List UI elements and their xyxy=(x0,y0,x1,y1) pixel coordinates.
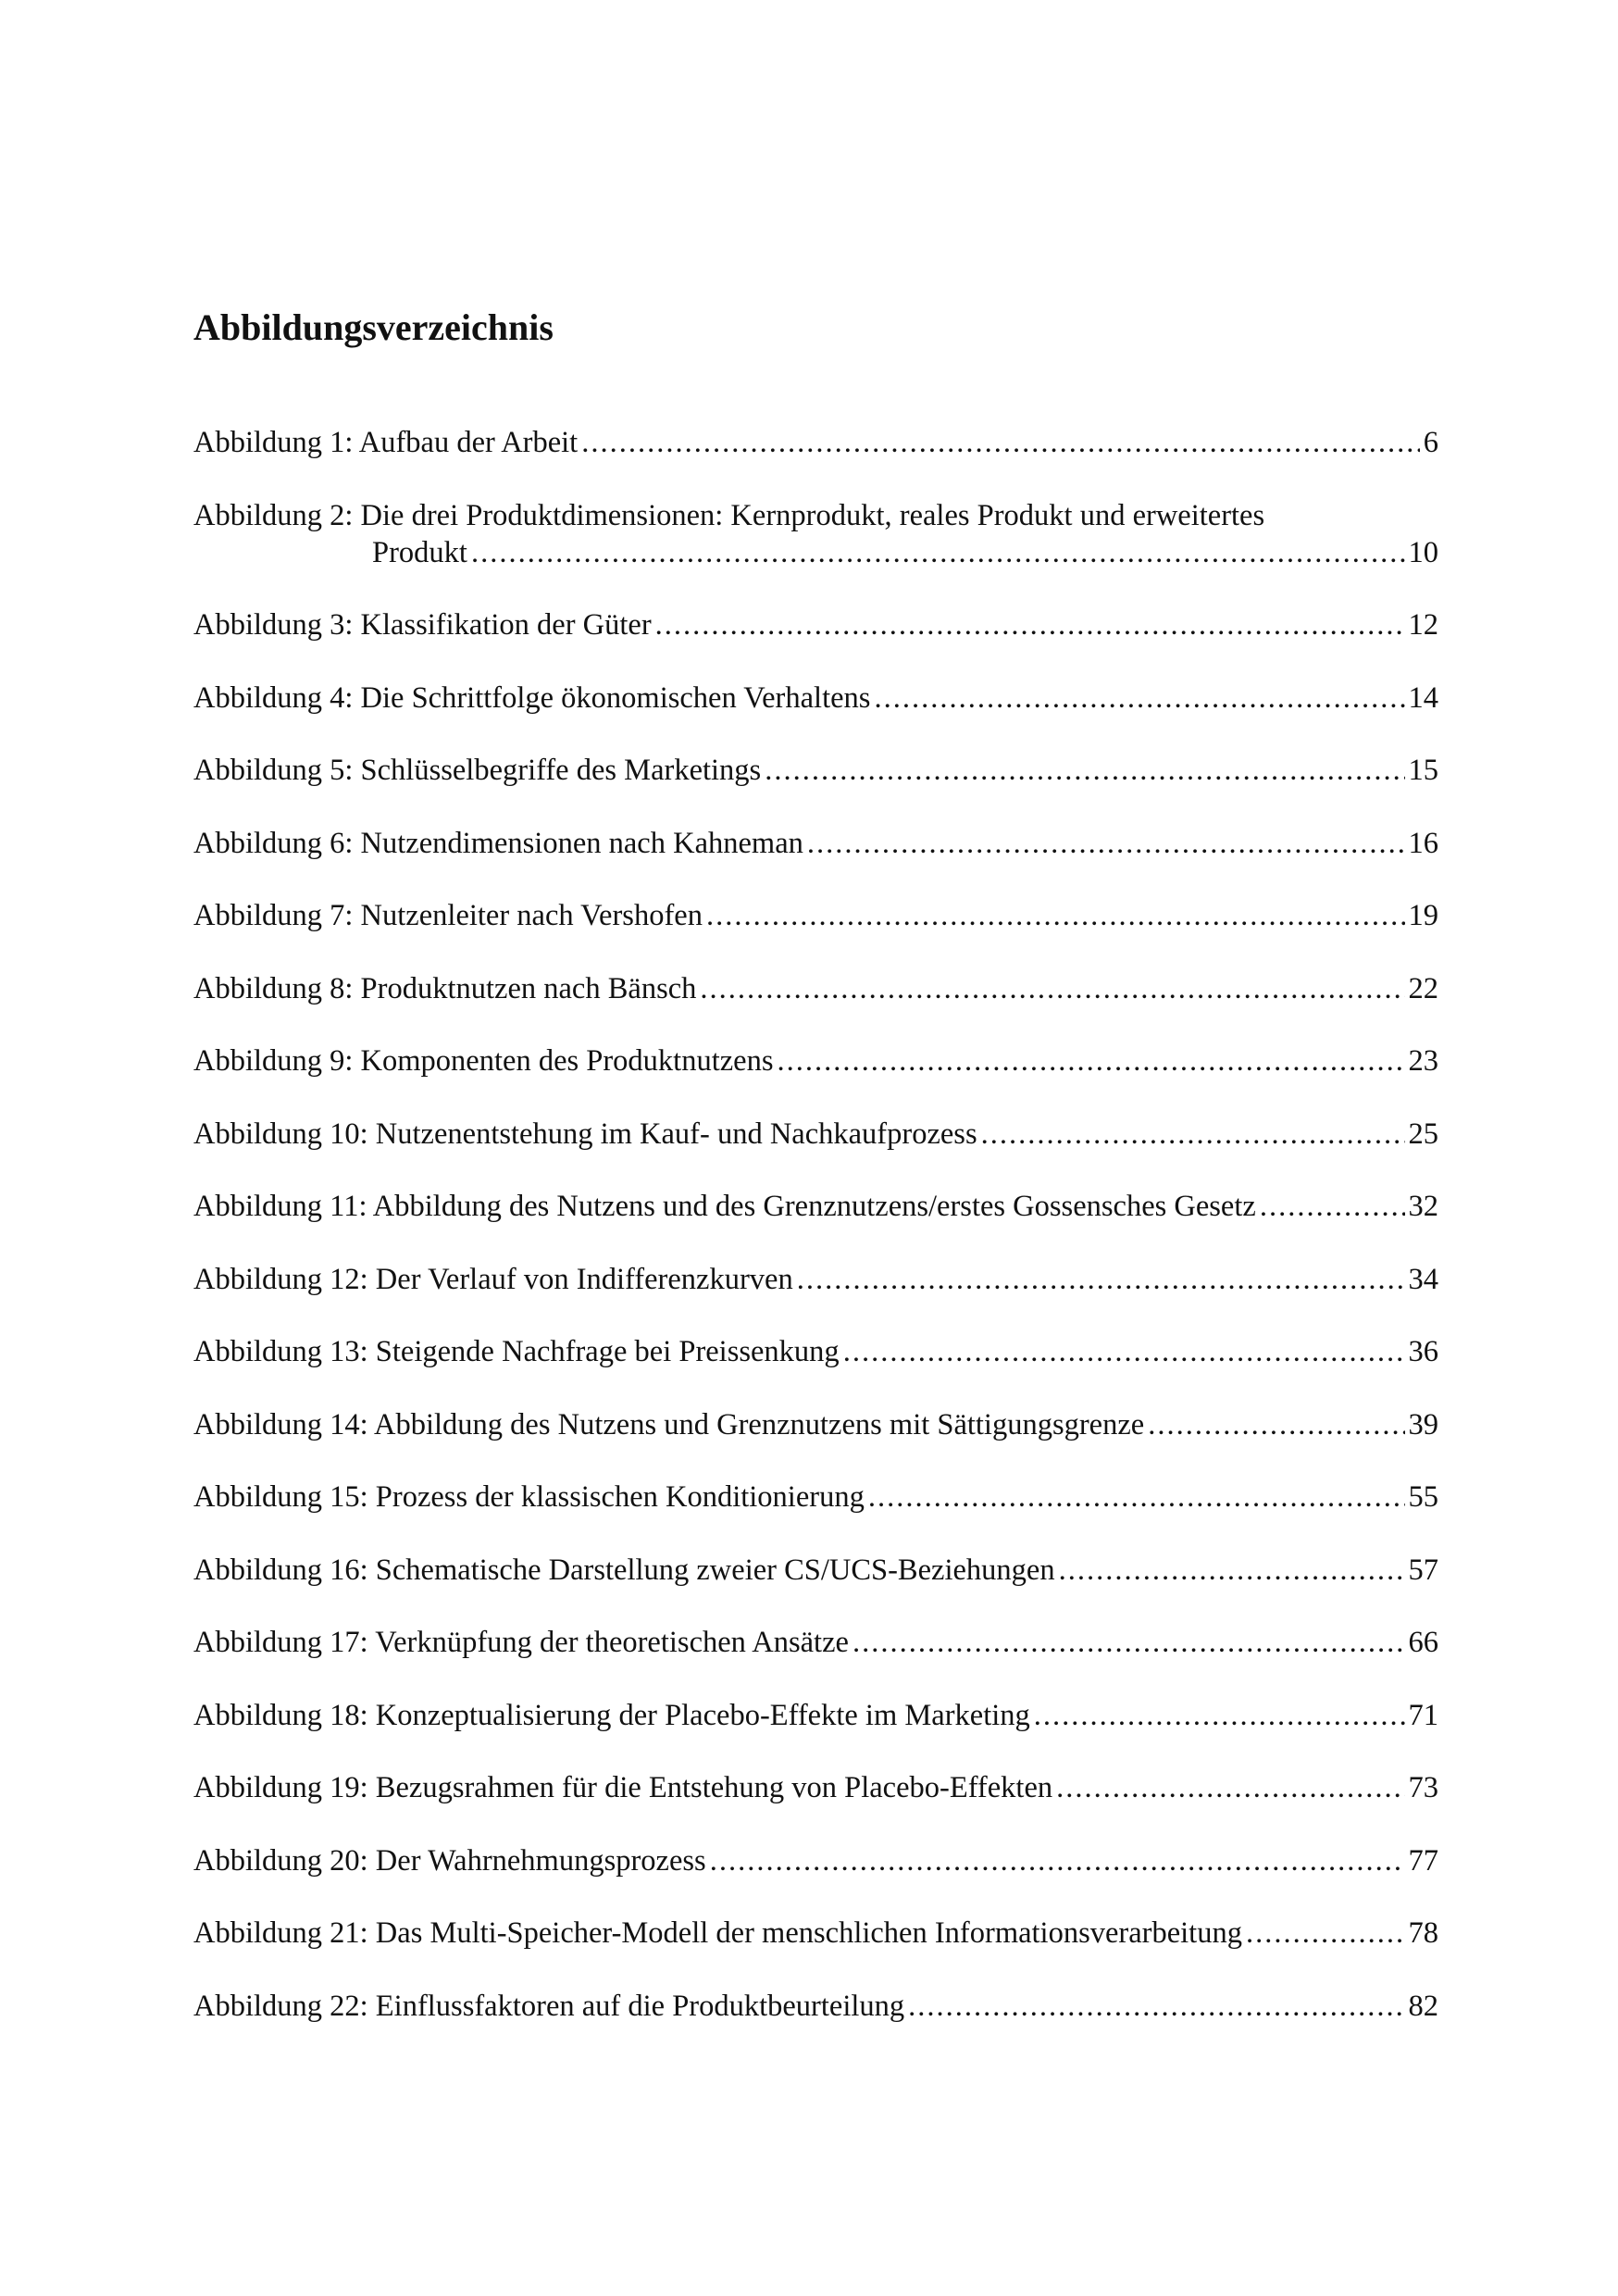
entry-label: Abbildung 2: Die drei Produktdimensionen: Kernprodukt, reales Produkt und erweitertes xyxy=(193,498,1265,532)
entry-label: Abbildung 12: Der Verlauf von Indifferenzkurven xyxy=(193,1262,793,1296)
toc-entry-5[interactable] xyxy=(193,752,1438,789)
entry-page-number: 10 xyxy=(1408,535,1438,569)
entry-page-number: 39 xyxy=(1408,1407,1438,1441)
entry-label: Abbildung 22: Einflussfaktoren auf die Produktbeurteilung xyxy=(193,1989,905,2023)
entry-page-number: 23 xyxy=(1408,1044,1438,1078)
entry-label: Abbildung 14: Abbildung des Nutzens und Grenznutzens mit Sättigungsgrenze xyxy=(193,1407,1145,1441)
dot-leader xyxy=(581,424,1420,461)
entry-label: Abbildung 10: Nutzenentstehung im Kauf- und Nachkaufprozess xyxy=(193,1117,977,1151)
toc-entry-16[interactable] xyxy=(193,1552,1438,1589)
entry-label: Abbildung 18: Konzeptualisierung der Placebo-Effekte im Marketing xyxy=(193,1698,1030,1732)
dot-leader xyxy=(797,1261,1405,1298)
toc-entry-1[interactable] xyxy=(193,424,1438,461)
toc-entry-21[interactable] xyxy=(193,1915,1438,1952)
entry-label: Abbildung 20: Der Wahrnehmungsprozess xyxy=(193,1843,706,1878)
entry-label: Abbildung 3: Klassifikation der Güter xyxy=(193,608,652,642)
toc-entry-10[interactable] xyxy=(193,1116,1438,1153)
toc-entry-20[interactable] xyxy=(193,1842,1438,1879)
entry-page-number: 19 xyxy=(1408,899,1438,932)
dot-leader xyxy=(1260,1188,1405,1225)
entry-page-number: 6 xyxy=(1423,426,1438,459)
entry-page-number: 32 xyxy=(1408,1190,1438,1223)
entry-page-number: 34 xyxy=(1408,1262,1438,1296)
toc-entry-8[interactable] xyxy=(193,970,1438,1007)
entry-page-number: 82 xyxy=(1408,1989,1438,2023)
entry-page-number: 16 xyxy=(1408,826,1438,860)
entry-page-number: 71 xyxy=(1408,1698,1438,1732)
entry-page-number: 15 xyxy=(1408,754,1438,787)
toc-entry-4[interactable] xyxy=(193,680,1438,717)
entry-label: Abbildung 1: Aufbau der Arbeit xyxy=(193,426,579,459)
entry-page-number: 78 xyxy=(1408,1916,1438,1950)
entry-label: Abbildung 6: Nutzendimensionen nach Kahneman xyxy=(193,826,803,860)
dot-leader xyxy=(981,1116,1405,1153)
entry-label: Abbildung 4: Die Schrittfolge ökonomischen Verhaltens xyxy=(193,680,871,715)
toc-entry-7[interactable] xyxy=(193,897,1438,934)
toc-entry-9[interactable] xyxy=(193,1042,1438,1079)
entry-label: Abbildung 15: Prozess der klassischen Konditionierung xyxy=(193,1480,865,1514)
dot-leader xyxy=(471,534,1405,571)
entry-label: Abbildung 21: Das Multi-Speicher-Modell der menschlichen Informationsverarbeitung xyxy=(193,1916,1242,1950)
toc-entry-17[interactable] xyxy=(193,1624,1438,1661)
entry-page-number: 14 xyxy=(1408,680,1438,715)
entry-label: Abbildung 9: Komponenten des Produktnutzens xyxy=(193,1044,774,1078)
entry-page-number: 77 xyxy=(1408,1843,1438,1878)
dot-leader xyxy=(765,752,1404,789)
dot-leader xyxy=(1246,1915,1405,1952)
entry-page-number: 73 xyxy=(1408,1771,1438,1804)
dot-leader xyxy=(853,1624,1405,1661)
toc-entry-15[interactable] xyxy=(193,1479,1438,1516)
dot-leader xyxy=(807,825,1405,862)
entry-page-number: 12 xyxy=(1408,608,1438,642)
toc-entry-6[interactable] xyxy=(193,825,1438,862)
dot-leader xyxy=(843,1333,1405,1370)
entry-page-number: 22 xyxy=(1408,971,1438,1005)
dot-leader xyxy=(1034,1697,1405,1734)
entry-page-number: 57 xyxy=(1408,1553,1438,1587)
entry-label: Abbildung 19: Bezugsrahmen für die Entstehung von Placebo-Effekten xyxy=(193,1771,1053,1804)
entry-page-number: 25 xyxy=(1408,1117,1438,1151)
entry-label: Abbildung 5: Schlüsselbegriffe des Marketings xyxy=(193,754,762,787)
entry-page-number: 66 xyxy=(1408,1626,1438,1659)
entry-label: Abbildung 17: Verknüpfung der theoretischen Ansätze xyxy=(193,1626,849,1659)
toc-entry-13[interactable] xyxy=(193,1333,1438,1370)
toc-entry-3[interactable] xyxy=(193,606,1438,643)
entry-label: Abbildung 16: Schematische Darstellung zweier CS/UCS-Beziehungen xyxy=(193,1553,1055,1587)
entry-label: Abbildung 13: Steigende Nachfrage bei Preissenkung xyxy=(193,1335,840,1368)
entry-label: Abbildung 7: Nutzenleiter nach Vershofen xyxy=(193,899,703,932)
toc-entry-22[interactable] xyxy=(193,1988,1438,2025)
figure-list xyxy=(193,424,1438,2060)
dot-leader xyxy=(1056,1769,1404,1806)
dot-leader xyxy=(777,1042,1404,1079)
toc-entry-2[interactable] xyxy=(193,497,1438,571)
dot-leader xyxy=(874,680,1404,717)
entry-page-number: 55 xyxy=(1408,1480,1438,1514)
toc-entry-19[interactable] xyxy=(193,1769,1438,1806)
dot-leader xyxy=(706,897,1405,934)
entry-page-number: 36 xyxy=(1408,1335,1438,1368)
toc-entry-11[interactable] xyxy=(193,1188,1438,1225)
dot-leader xyxy=(1148,1406,1404,1443)
dot-leader xyxy=(868,1479,1405,1516)
dot-leader xyxy=(908,1988,1404,2025)
toc-entry-18[interactable] xyxy=(193,1697,1438,1734)
entry-label: Abbildung 8: Produktnutzen nach Bänsch xyxy=(193,971,697,1005)
dot-leader xyxy=(1059,1552,1405,1589)
entry-label-continuation: Produkt xyxy=(372,535,467,569)
entry-label: Abbildung 11: Abbildung des Nutzens und des Grenznutzens/erstes Gossensches Gesetz xyxy=(193,1190,1256,1223)
toc-entry-12[interactable] xyxy=(193,1261,1438,1298)
toc-entry-14[interactable] xyxy=(193,1406,1438,1443)
page-title: Abbildungsverzeichnis xyxy=(193,306,554,348)
dot-leader xyxy=(700,970,1404,1007)
dot-leader xyxy=(655,606,1405,643)
dot-leader xyxy=(710,1842,1405,1879)
